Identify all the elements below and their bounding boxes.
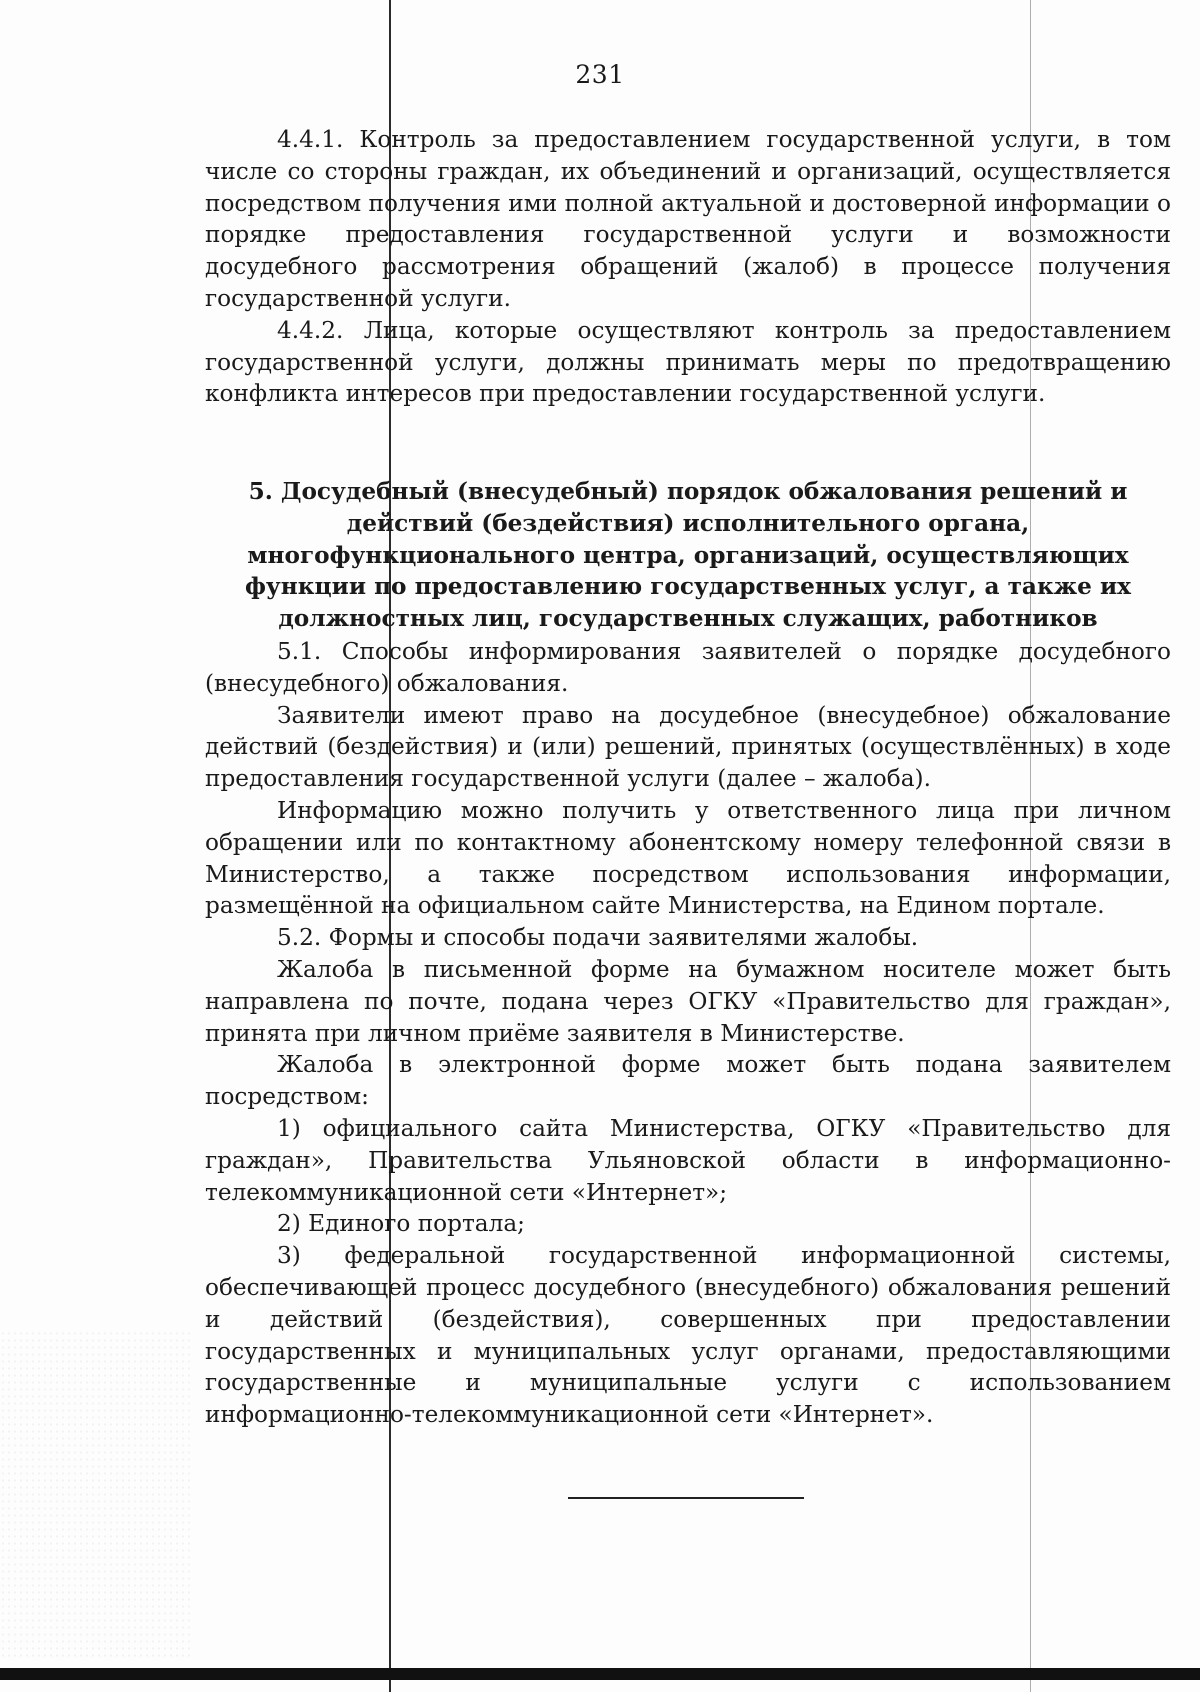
paragraph: 4.4.2. Лица, которые осуществляют контроль за предоставлением государственной услуги, должны принимать меры по предотвращению конфликта интересов при предоставлении государственной услуги.: [205, 316, 1171, 408]
section-heading: 5. Досудебный (внесудебный) порядок обжалования решений и действий (бездействия) исполнительного органа, многофункционального центра, организаций, осуществляющих функции по предоставлению государственных услуг, а также их должностных лиц, государственных служащих, работников: [245, 478, 1131, 633]
paragraphs-5: [205, 636, 1171, 1431]
paragraph: 1) официального сайта Министерства, ОГКУ «Правительство для граждан», Правительства Ульяновской области в информационно-телекоммуникационной сети «Интернет»;: [205, 1114, 1171, 1206]
paragraph: 5.1. Способы информирования заявителей о порядке досудебного (внесудебного) обжалования.: [205, 638, 1171, 697]
paragraph: 2) Единого портала;: [277, 1210, 525, 1238]
paragraph: Жалоба в электронной форме может быть подана заявителем посредством:: [205, 1051, 1171, 1111]
paragraph: 4.4.1. Контроль за предоставлением государственной услуги, в том числе со стороны граждан, их объединений и организаций, осуществляется посредством получения ими полной актуальной и достоверной информации о порядке предоставления государственной услуги и возможности досудебного рассмотрения обращений (жалоб) в процессе получения государственной услуги.: [205, 126, 1171, 312]
scan-bottom-edge: [0, 1668, 1200, 1680]
end-rule: [568, 1497, 804, 1499]
scan-speckle: [0, 1330, 190, 1660]
paragraphs-4-4: [205, 124, 1171, 410]
paragraph: Жалоба в письменной форме на бумажном носителе может быть направлена по почте, подана через ОГКУ «Правительство для граждан», принята при личном приёме заявителя в Министерстве.: [205, 955, 1171, 1047]
paragraph: Информацию можно получить у ответственного лица при личном обращении или по контактному абонентскому номеру телефонной связи в Министерство, а также посредством использования информации, размещённой на официальном сайте Министерства, на Едином портале.: [205, 796, 1171, 920]
page-number: 231: [575, 60, 625, 89]
paragraph: 3) федеральной государственной информационной системы, обеспечивающей процесс досудебного (внесудебного) обжалования решений и действий (бездействия), совершенных при предоставлении государственных и муниципальных услуг органами, предоставляющими государственные и муниципальные услуги с использованием информационно-телекоммуникационной сети «Интернет».: [205, 1242, 1171, 1429]
paragraph: 5.2. Формы и способы подачи заявителями жалобы.: [277, 924, 919, 952]
paragraph: Заявители имеют право на досудебное (внесудебное) обжалование действий (бездействия) и (или) решений, принятых (осуществлённых) в ходе предоставления государственной услуги (далее – жалоба).: [205, 701, 1171, 793]
